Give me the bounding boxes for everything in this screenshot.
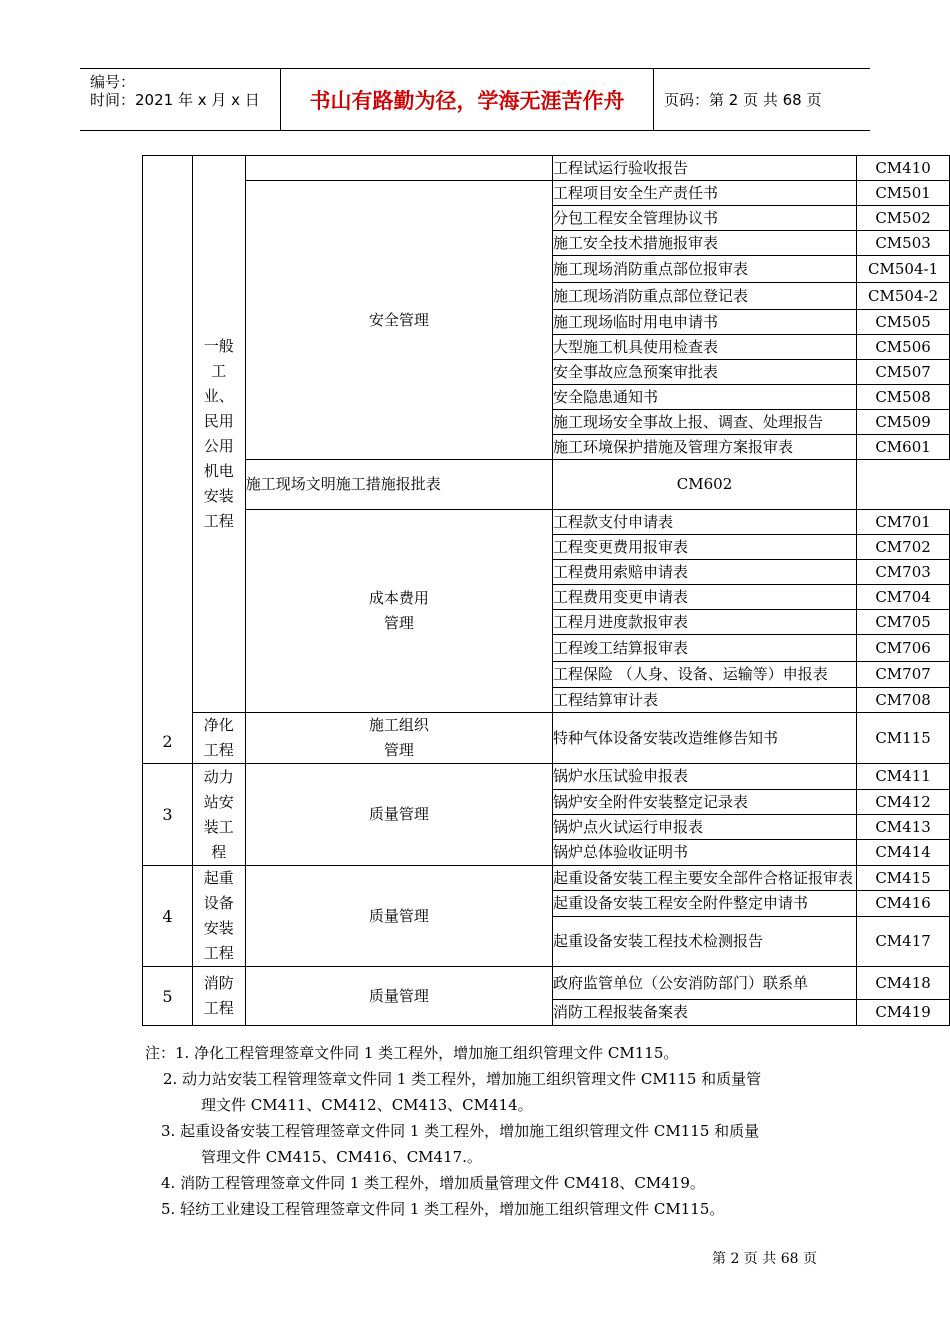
doc-code: CM703: [857, 560, 950, 585]
doc-name: 锅炉水压试验申报表: [552, 764, 856, 790]
doc-code: CM414: [857, 840, 950, 866]
doc-code: CM502: [857, 206, 950, 231]
subcategory-cost: 成本费用管理: [245, 510, 552, 713]
doc-code: CM413: [857, 815, 950, 840]
row-number-4: 4: [143, 866, 193, 967]
table-row: [143, 181, 950, 206]
subcategory-quality: 质量管理: [245, 866, 552, 967]
subcategory-quality: 质量管理: [245, 764, 552, 866]
doc-code: CM115: [857, 713, 950, 764]
doc-name: 锅炉安全附件安装整定记录表: [552, 790, 856, 815]
doc-code: CM506: [857, 335, 950, 360]
doc-name: 分包工程安全管理协议书: [552, 206, 856, 231]
page-header: [80, 68, 870, 131]
doc-code: CM410: [857, 156, 950, 181]
doc-name: 工程款支付申请表: [552, 510, 856, 535]
doc-code: CM601: [857, 435, 950, 460]
doc-code: CM508: [857, 385, 950, 410]
category-clean: 净化工程: [192, 713, 245, 764]
doc-name: 工程竣工结算报审表: [552, 635, 856, 662]
doc-name: 工程月进度款报审表: [552, 610, 856, 635]
category-power: 动力站安装工程: [192, 764, 245, 866]
doc-name: 工程费用索赔申请表: [552, 560, 856, 585]
doc-code: CM702: [857, 535, 950, 560]
doc-code: CM704: [857, 585, 950, 610]
doc-code: CM419: [857, 1000, 950, 1026]
category-lifting: 起重设备安装工程: [192, 866, 245, 967]
doc-code: CM701: [857, 510, 950, 535]
doc-name: 起重设备安装工程主要安全部件合格证报审表: [552, 866, 856, 891]
doc-name: 安全隐患通知书: [552, 385, 856, 410]
page-footer: 第 2 页 共 68 页: [712, 1251, 817, 1267]
doc-code: CM706: [857, 635, 950, 662]
doc-code: CM501: [857, 181, 950, 206]
doc-name: 施工现场消防重点部位登记表: [552, 283, 856, 310]
category-fire: 消防工程: [192, 967, 245, 1026]
doc-code: CM504-1: [857, 256, 950, 283]
doc-code: CM707: [857, 662, 950, 688]
doc-name: 特种气体设备安装改造维修告知书: [552, 713, 856, 764]
doc-name: 施工现场临时用电申请书: [552, 310, 856, 335]
table-row: [143, 764, 950, 790]
subcategory-org: 施工组织管理: [245, 713, 552, 764]
subcategory-safety: 安全管理: [245, 181, 552, 460]
doc-code: CM412: [857, 790, 950, 815]
note-2-line-1: 2. 动力站安装工程管理签章文件同 1 类工程外，增加施工组织管理文件 CM115 和质量管: [163, 1070, 762, 1088]
doc-name: 起重设备安装工程安全附件整定申请书: [552, 891, 856, 917]
doc-name: 工程试运行验收报告: [552, 156, 856, 181]
subcategory-empty: [245, 156, 552, 181]
doc-code: CM509: [857, 410, 950, 435]
doc-name: 工程保险 （人身、设备、运输等）申报表: [552, 662, 856, 688]
doc-code: CM415: [857, 866, 950, 891]
doc-name: 政府监管单位（公安消防部门）联系单: [552, 967, 856, 1000]
table-row: [143, 510, 950, 535]
note-1: 注：1. 净化工程管理签章文件同 1 类工程外，增加施工组织管理文件 CM115。: [145, 1044, 679, 1062]
row-number-2: 2: [143, 156, 193, 764]
doc-name: 施工现场文明施工措施报批表: [245, 460, 552, 510]
note-2-line-2: 理文件 CM411、CM412、CM413、CM414。: [201, 1096, 533, 1114]
document-table: [142, 155, 950, 1026]
row-number-5: 5: [143, 967, 193, 1026]
doc-name: 消防工程报装备案表: [552, 1000, 856, 1026]
doc-code: CM505: [857, 310, 950, 335]
table-row: [143, 460, 950, 510]
table-row: [143, 866, 950, 891]
note-3-line-2: 管理文件 CM415、CM416、CM417.。: [201, 1148, 482, 1166]
doc-code: CM504-2: [857, 283, 950, 310]
doc-name: 施工现场消防重点部位报审表: [552, 256, 856, 283]
subcategory-quality: 质量管理: [245, 967, 552, 1026]
doc-name: 大型施工机具使用检查表: [552, 335, 856, 360]
note-3-line-1: 3. 起重设备安装工程管理签章文件同 1 类工程外，增加施工组织管理文件 CM115 和质量: [161, 1122, 760, 1140]
note-4: 4. 消防工程管理签章文件同 1 类工程外，增加质量管理文件 CM418、CM419。: [161, 1174, 705, 1192]
header-page-info: 页码：第 2 页 共 68 页: [664, 91, 822, 109]
doc-name: 工程费用变更申请表: [552, 585, 856, 610]
doc-number-label: 编号：: [90, 73, 136, 91]
table-row: [143, 967, 950, 1000]
table-row: [143, 713, 950, 764]
table-row: [143, 156, 950, 181]
doc-name: 施工安全技术措施报审表: [552, 231, 856, 256]
header-motto: 书山有路勤为径，学海无涯苦作舟: [281, 69, 654, 130]
note-5: 5. 轻纺工业建设工程管理签章文件同 1 类工程外，增加施工组织管理文件 CM115。: [161, 1200, 725, 1218]
doc-code: CM416: [857, 891, 950, 917]
doc-name: 施工环境保护措施及管理方案报审表: [552, 435, 856, 460]
doc-name: 工程项目安全生产责任书: [552, 181, 856, 206]
doc-code: CM503: [857, 231, 950, 256]
doc-name: 施工现场安全事故上报、调查、处理报告: [552, 410, 856, 435]
row-number-3: 3: [143, 764, 193, 866]
doc-name: 锅炉总体验收证明书: [552, 840, 856, 866]
category-general: 一般工业、民用公用机电安装工程: [192, 156, 245, 713]
doc-time-label: 时间：2021 年 x 月 x 日: [90, 91, 260, 109]
doc-code: CM705: [857, 610, 950, 635]
doc-name: 起重设备安装工程技术检测报告: [552, 917, 856, 967]
doc-name: 工程结算审计表: [552, 688, 856, 713]
doc-code: CM708: [857, 688, 950, 713]
doc-code: CM507: [857, 360, 950, 385]
doc-name: 安全事故应急预案审批表: [552, 360, 856, 385]
table-notes: [145, 1040, 761, 1222]
doc-code: CM602: [552, 460, 856, 510]
doc-name: 工程变更费用报审表: [552, 535, 856, 560]
doc-code: CM411: [857, 764, 950, 790]
doc-code: CM418: [857, 967, 950, 1000]
doc-code: CM417: [857, 917, 950, 967]
header-meta: [80, 69, 281, 130]
doc-name: 锅炉点火试运行申报表: [552, 815, 856, 840]
